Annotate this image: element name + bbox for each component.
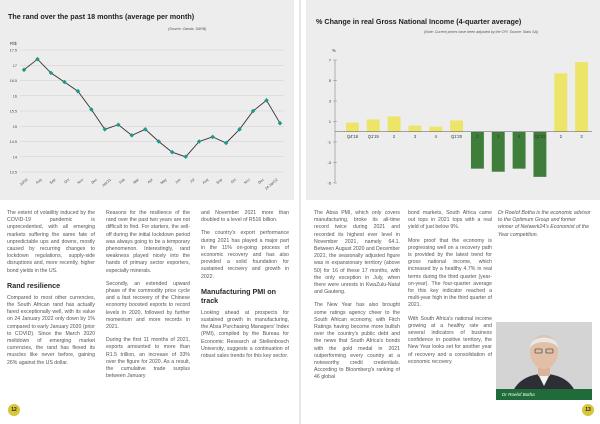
gni-bar — [450, 120, 463, 131]
rand-x-tick-label: Oct — [230, 177, 237, 185]
rand-data-point — [210, 135, 215, 140]
article-column-3 — [201, 210, 289, 366]
rand-x-tick-label: Aug — [35, 177, 43, 185]
rand-x-tick-label: Sep — [48, 177, 57, 185]
gni-x-tick-label: 2 — [476, 133, 479, 139]
gni-chart-panel — [306, 0, 600, 200]
gni-bar — [575, 62, 588, 132]
rand-x-tick-label: Apr — [146, 177, 154, 185]
rand-y-tick-label: 14.5 — [9, 140, 17, 144]
rand-y-tick-label: 17 — [12, 63, 17, 68]
rand-y-tick-label: 15.5 — [9, 109, 17, 114]
gni-bar — [346, 123, 359, 132]
rand-chart-panel — [0, 0, 294, 200]
gni-bar — [429, 127, 442, 132]
manufacturing-pmi-heading: Manufacturing PMI on track — [201, 286, 277, 305]
col4-paragraph-2: The New Year has also brought some ratings agency cheer to the South African economy, with Fitch Ratings having become more bullish over the country's public debt and the news that South Africa's bonds with the gold medal in 2021 outperforming every country at a noteworthy credit credentials. According to Bloomberg's ranking of 46 global — [314, 302, 400, 381]
rand-x-tick-label: Jan'21 — [101, 177, 112, 188]
gni-bar — [388, 116, 401, 131]
gni-y-unit-label: % — [332, 48, 336, 53]
page-number-left: 12 — [8, 404, 20, 416]
col3-paragraph-1: and November 2021 more than doubled to a level of R516 billion. — [201, 210, 289, 224]
rand-y-tick-label: 14 — [12, 155, 17, 160]
page-number-right: 13 — [582, 404, 594, 416]
col5-paragraph-1: bond markets, South Africa came out tops in 2021 tops with a real yield of just below 9%. — [408, 210, 492, 231]
gni-bar — [367, 119, 380, 131]
gni-chart-source: (Note: Current prices have been adjusted by the CPI. Source: Stats SA) — [424, 30, 539, 34]
gni-x-tick-label: 3 — [413, 133, 417, 139]
rand-x-tick-label: Jul — [189, 177, 196, 184]
gni-x-tick-label: 4 — [434, 133, 437, 139]
col2-paragraph-3: During the first 11 months of 2021, exports amounted to more than R1.5 trillion, an increase of 33% over the figure for 2020. As a result, the cumulative trade surplus between January — [106, 337, 190, 380]
article-column-6 — [498, 210, 592, 245]
gni-bar — [554, 73, 567, 131]
rand-x-tick-label: 24 Jan'22 — [264, 177, 279, 191]
gni-x-tick-label: 3 — [580, 133, 583, 139]
rand-x-tick-label: Dec — [90, 177, 99, 185]
rand-x-tick-label: Jun — [174, 177, 182, 185]
article-column-5 — [408, 210, 492, 372]
author-bio: Dr Roelof Botha is the economic advisor to the Optimum Group and former winner of Netwerk24's Economist of the Year competition. — [498, 210, 591, 238]
rand-x-tick-label: Feb — [118, 177, 126, 185]
author-photo-caption: Dr Roelof Botha — [496, 389, 592, 400]
rand-data-point — [278, 121, 283, 126]
rand-chart-title: The rand over the past 18 months (average per month) — [8, 12, 195, 21]
rand-x-tick-label: Nov — [243, 177, 251, 185]
gni-y-tick-label: 5 — [328, 78, 331, 83]
gni-y-tick-label: 3 — [328, 98, 331, 104]
rand-x-tick-label: Nov — [76, 177, 85, 185]
gni-x-tick-label: 2 — [392, 133, 396, 139]
col3-paragraph-3: Looking ahead at prospects for sustained growth in manufacturing, the Absa Purchasing Managers' Index (PMI), compiled by the Bureau for Economic Research at Stellenbosch University, suggests a continuation of robust sales trends for this key sector. — [201, 309, 289, 360]
col4-paragraph-1: The Absa PMI, which only covers manufacturing, broke its all-time record twice during 2021 and recorded its highest ever level in November 2021, namely 64.1. Between August 2020 and December 2021, the seasonally adjusted figure was in expansionary territory (above 50) for 16 of these 17 months, with the only exception in July, when there were unrests in KwaZulu-Natal and Gauteng. — [314, 210, 400, 296]
rand-chart-source: (Source: Oanda, SARB) — [168, 27, 207, 31]
rand-x-tick-label: Mar — [132, 177, 140, 185]
rand-x-tick-label: Jul'20 — [18, 177, 29, 187]
gni-x-tick-label: 4 — [517, 133, 521, 139]
gni-x-tick-label: 2 — [559, 133, 562, 139]
rand-y-tick-label: 16 — [12, 94, 17, 99]
rand-line-chart — [0, 0, 294, 200]
gni-y-tick-label: 1 — [328, 119, 331, 124]
article-intro: The extent of volatility induced by the COVID-19 pandemic is unprecedented, with all emerging markets suffering the same fate of unpredictable ups and downs, mostly caused by recurring changes to lockdown regulations, supply-side disruptions and, more recently, higher bond yields in the US. — [7, 210, 95, 274]
gni-y-tick-label: -5 — [327, 180, 331, 186]
gni-x-tick-label: 3 — [497, 133, 500, 139]
rand-resilience-body: Compared to most other currencies, the South African rand has actually fared exceptionally well, with its value on 24 January 2022 only down by 1% compared to early January 2020 (prior to COVID). Since the March 2020 meltdown of emerging market currencies, the rand has flexed its muscles like never before, gaining 26% against the US dollar. — [7, 294, 95, 366]
rand-y-tick-label: 17.5 — [9, 48, 17, 53]
col2-paragraph-1: Reasons for the resilience of the rand over the past two years are not difficult to find. For starters, the sell-off during the initial lockdown period was always going to be a temporary phenomenon. Interestingly, rand weakness played nicely into the hands of primary sector exporters, especially minerals. — [106, 210, 190, 274]
article-column-2 — [106, 210, 190, 386]
gni-chart-title: % Change in real Gross National Income (4-quarter average) — [316, 17, 522, 26]
gni-y-tick-label: -3 — [327, 160, 331, 165]
rand-series-line — [24, 59, 280, 157]
page-spine — [299, 0, 301, 424]
gni-x-tick-label: Q1'20 — [451, 133, 463, 139]
col3-paragraph-2: The country's export performance during 2021 has played a major part in the 11% on-going process of economic recovery and has also provided a solid foundation for sustained recovery and growth in 2022. — [201, 230, 289, 280]
rand-y-tick-label: 16.5 — [9, 79, 17, 83]
rand-y-tick-label: 13.5 — [9, 170, 17, 175]
gni-y-tick-label: 7 — [328, 57, 331, 63]
gni-x-tick-label: Q1'21 — [534, 133, 546, 139]
article-column-1 — [7, 210, 95, 373]
rand-y-tick-label: 15 — [12, 124, 17, 129]
gni-bar — [408, 126, 421, 132]
rand-resilience-heading: Rand resilience — [7, 280, 61, 290]
col5-paragraph-3: With South Africa's national income growing at a healthy rate and several indicators of business confidence in positive territory, the New Year looks set for another year of recovery and a consolidation of economic recovery. — [408, 315, 492, 365]
author-photo — [496, 322, 592, 400]
article-column-4 — [314, 210, 400, 388]
gni-y-tick-label: -1 — [327, 139, 331, 145]
rand-x-tick-label: Aug — [201, 177, 210, 185]
rand-x-tick-label: Oct — [63, 177, 71, 185]
rand-x-tick-label: Dec — [257, 177, 265, 185]
rand-y-unit-label: R/$ — [10, 41, 17, 46]
rand-x-tick-label: Sep — [215, 177, 224, 185]
gni-x-tick-label: Q1'19 — [367, 133, 379, 139]
col5-paragraph-2: More proof that the economy is progressing well on a recovery path is provided by the latest trend for gross national income, which increased by a healthy 4.7% in real terms during the third quarter (year-on-year). The four-quarter average for this key indicator reached a multi-year high in the third quarter of 2021. — [408, 237, 492, 309]
gni-bar-chart — [306, 0, 600, 200]
gni-x-tick-label: Q4'18 — [346, 133, 358, 139]
col2-paragraph-2: Secondly, an extended upward phase of the commodity price cycle and a fast recovery of the Chinese economy boosted exports to record levels in 2020, followed by further momentum and more records in 2021. — [106, 280, 190, 331]
rand-x-tick-label: May — [159, 177, 168, 186]
